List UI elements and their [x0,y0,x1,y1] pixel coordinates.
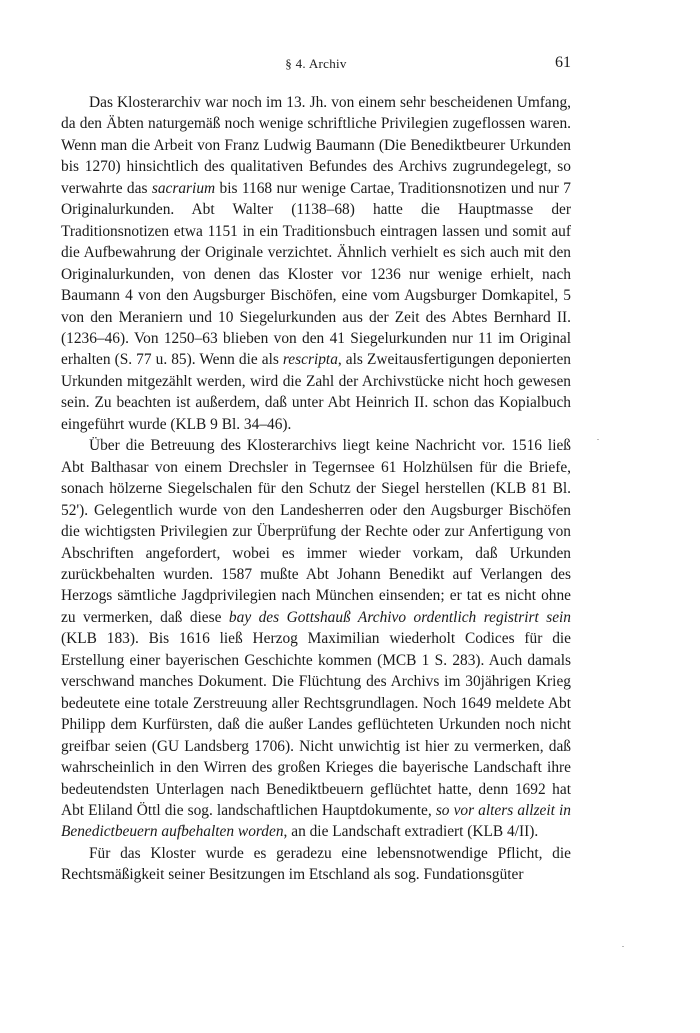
text-segment: bis 1168 nur wenige Cartae, Traditionsnotizen und nur 7 Originalurkunden. Abt Walter (1138–68) hatte die Hauptmasse der Traditionsnotizen etwa 1151 in ein Traditionsbuch eintragen lassen und somit auf die Aufbewahrung der Originale verzichtet. Ähnlich verhielt es sich auch mit den Originalurkunden, von denen das Kloster vor 1236 nur wenige erhielt, nach Baumann 4 von den Augsburger Bischöfen, eine vom Augsburger Domkapitel, 5 von den Meraniern und 10 Siegelurkunden aus der Zeit des Abtes Bernhard II. (1236–46). Von 1250–63 blieben von den 41 Siegelurkunden nur 11 im Original erhalten (S. 77 u. 85). Wenn die als [61,179,571,369]
text-segment: Das Klosterarchiv war noch im 13. Jh. von einem sehr bescheidenen Umfang, da den Äbten naturgemäß noch wenige schriftliche Privilegien zugeflossen waren. Wenn man die Arbeit von Franz Ludwig Baumann (Die Benediktbeurer Urkunden bis 1270) hinsichtlich des qualitativen Befundes des Archivs zugrundegelegt, so verwahrte das [61,94,571,197]
italic-quotation: bay des Gottshauß Archivo ordentlich registrirt sein [228,608,571,626]
italic-term-sacrarium: sacrarium [151,179,216,197]
text-segment: , als Zweitausfertigungen deponierten Urkunden mitgezählt werden, wird die Zahl der Archivstücke nicht hoch gewesen sein. Zu beachten ist außerdem, daß unter Abt Heinrich II. schon das Kopialbuch eingeführt wurde (KLB 9 Bl. 34–46). [61,351,571,433]
page-number: 61 [555,54,571,71]
italic-term-rescripta: rescripta [282,351,338,369]
text-segment: Für das Kloster wurde es geradezu eine lebensnotwendige Pflicht, die Rechtsmäßigkeit seiner Besitzungen im Etschland als sog. Fundationsgüter [61,844,571,884]
text-segment: (KLB 183). Bis 1616 ließ Herzog Maximilian wiederholt Codices für die Erstellung einer bayerischen Geschichte kommen (MCB 1 S. 283). Auch damals verschwand manches Dokument. Die Flüchtung des Archivs im 30jährigen Krieg bedeutete eine totale Zerstreuung aller Rechtsgrundlagen. Noch 1649 meldete Abt Philipp dem Kurfürsten, daß die außer Landes geflüchteten Urkunden noch nicht greifbar seien (GU Landsberg 1706). Nicht unwichtig ist hier zu vermerken, daß wahrscheinlich in den Wirren des großen Krieges die bayerische Landschaft ihre bedeutendsten Unterlagen nach Benediktbeuern geflüchtet hatte, denn 1692 hat Abt Eliland Öttl die sog. landschaftlichen Hauptdokumente, [61,630,571,819]
paragraph [61,92,571,435]
text-segment: , an die Landschaft extradiert (KLB 4/II). [283,823,539,841]
scan-speck [597,439,599,440]
running-head [61,56,571,76]
body-text [61,92,571,886]
italic-quotation: so vor alters allzeit in Benedictbeuern aufbehalten worden [61,801,572,841]
scan-speck [622,946,624,947]
paragraph [61,843,571,886]
text-segment: Über die Betreuung des Klosterarchivs liegt keine Nachricht vor. 1516 ließ Abt Balthasar von einem Drechsler in Tegernsee 61 Holzhülsen für die Briefe, sonach hölzerne Siegelschalen für den Schutz der Siegel herstellen (KLB 81 Bl. 52'). Gelegentlich wurde von den Landesherren oder den Augsburger Bischöfen die wichtigsten Privilegien zur Überprüfung der Rechte oder zur Anfertigung von Abschriften angefordert, wobei es immer wieder vorkam, daß Urkunden zurückbehalten wurden. 1587 mußte Abt Johann Benedikt auf Verlangen des Herzogs sämtliche Jagdprivilegien nach München einsenden; er tat es nicht ohne zu vermerken, daß diese [61,437,571,626]
section-heading: § 4. Archiv [285,56,347,71]
paragraph [61,435,571,843]
